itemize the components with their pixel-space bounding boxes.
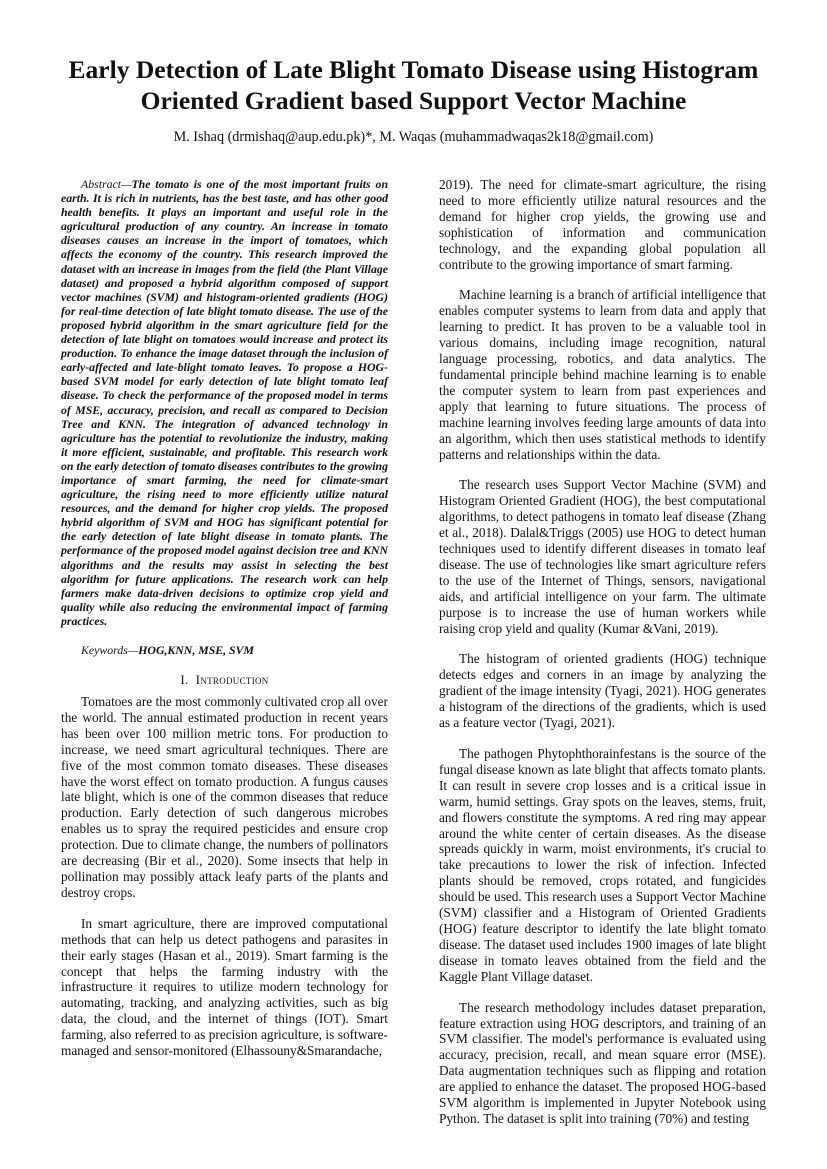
abstract	[61, 177, 388, 628]
abstract-text: The tomato is one of the most important fruits on earth. It is rich in nutrients, has the best taste, and has other good health benefits. It plays an important and useful role in the agricultural production of any country. An increase in tomato diseases causes an increase in the import of tomatoes, which affects the economy of the country. This research improved the dataset with an increase in images from the field (the Plant Village dataset) and proposed a hybrid algorithm composed of support vector machines (SVM) and histogram-oriented gradients (HOG) for real-time detection of late blight tomato disease. The use of the proposed hybrid algorithm in the smart agriculture field for the detection of late blight on tomatoes would increase and protect its production. To enhance the image dataset through the inclusion of early-affected and late-blight tomato leaves. To propose a HOG-based SVM model for early detection of late blight tomato leaf disease. To check the performance of the proposed model in terms of MSE, accuracy, precision, and recall as compared to Decision Tree and KNN. The integration of advanced technology in agriculture has the potential to revolutionize the industry, making it more efficient, sustainable, and profitable. This research work on the early detection of tomato diseases contributes to the growing importance of smart farming, the need for climate-smart agriculture, the rising need to more efficiently utilize natural resources, and the demand for higher crop yields. The proposed hybrid algorithm of SVM and HOG has significant potential for the early detection of late blight disease in tomato plants. The performance of the proposed model against decision tree and KNN algorithms and the results may assist in selecting the best algorithm for future applications. The research work can help farmers make data-driven decisions to optimize crop yield and quality while also reducing the environmental impact of farming practices.	[61, 177, 388, 628]
body-paragraph: The research uses Support Vector Machine (SVM) and Histogram Oriented Gradient (HOG), the best computational algorithms, to detect pathogens in tomato leaf disease (Zhang et al., 2018). Dalal&Triggs (2005) use HOG to detect human techniques used to identify different diseases in tomato leaf disease. The use of technologies like smart agriculture refers to the use of the Internet of Things, sensors, navigational aids, and artificial intelligence on your farm. The ultimate purpose is to increase the use of human workers while raising crop yield and quality (Kumar &Vani, 2019).	[439, 477, 766, 636]
body-paragraph: Tomatoes are the most commonly cultivated crop all over the world. The annual estimated production in recent years has been over 100 million metric tons. For production to increase, we need smart agricultural techniques. There are five of the most common tomato diseases. These diseases have the worst effect on tomato production. A fungus causes late blight, which is one of the common diseases that reduce production. Early detection of such dangerous microbes enables us to spray the required pesticides and ensure crop protection. Due to climate change, the numbers of pollinators are decreasing (Bir et al., 2020). Some insects that help in pollination may possibly attack leafy parts of the plants and destroy crops.	[61, 694, 388, 900]
body-paragraph-continuation: 2019). The need for climate-smart agriculture, the rising need to more efficiently utilize natural resources and the demand for higher crop yields, the growing use and sophistication of information and communication technology, and the expanding global population all contribute to the growing importance of smart farming.	[439, 177, 766, 272]
section-heading	[61, 672, 388, 688]
abstract-label: Abstract—	[81, 177, 132, 191]
body-paragraph: The histogram of oriented gradients (HOG) technique detects edges and corners in an image by analyzing the gradient of the image intensity (Tyagi, 2021). HOG generates a histogram of the directions of the gradients, which is used as a feature vector (Tyagi, 2021).	[439, 651, 766, 731]
section-title: Introduction	[195, 672, 269, 687]
body-paragraph: In smart agriculture, there are improved computational methods that can help us detect pathogens and parasites in their early stages (Hasan et al., 2019). Smart farming is the concept that helps the farming industry with the infrastructure it requires to utilize modern technology for automating, tracking, and analyzing activities, such as big data, the cloud, and the internet of things (IOT). Smart farming, also referred to as precision agriculture, is software-managed and sensor-monitored (Elhassouny&Smarandache,	[61, 915, 388, 1059]
body-paragraph: The pathogen Phytophthorainfestans is the source of the fungal disease known as late blight that affects tomato plants. It can result in severe crop losses and is a critical issue in warm, humid settings. Gray spots on the leaves, stems, fruit, and flowers constitute the symptoms. A red ring may appear around the white center of certain diseases. As the disease spreads quickly in warm, moist environments, it's crucial to take precautions to lower the risk of infection. Infected plants should be removed, crops rotated, and fungicides should be used. This research uses a Support Vector Machine (SVM) classifier and a Histogram of Oriented Gradients (HOG) feature descriptor to identify the late blight tomato disease. The dataset used includes 1900 images of late blight disease in tomato leaves obtained from the field and the Kaggle Plant Village dataset.	[439, 746, 766, 984]
keywords	[61, 643, 388, 657]
left-column	[61, 177, 388, 1074]
body-paragraph: Machine learning is a branch of artificial intelligence that enables computer systems to learn from data and apply that learning to predict. It has proven to be a valuable tool in various domains, including image recognition, natural language processing, robotics, and data analytics. The fundamental principle behind machine learning is to enable the computer system to learn from past experiences and apply that learning to future situations. The process of machine learning involves feeding large amounts of data into an algorithm, which then uses statistical methods to identify patterns and relationships within the data.	[439, 287, 766, 462]
body-paragraph: The research methodology includes dataset preparation, feature extraction using HOG descriptors, and training of an SVM classifier. The model's performance is evaluated using accuracy, precision, recall, and mean square error (MSE). Data augmentation techniques such as flipping and rotation are applied to enhance the dataset. The proposed HOG-based SVM algorithm is implemented in Jupyter Notebook using Python. The dataset is split into training (70%) and testing	[439, 999, 766, 1126]
paper-title	[40, 54, 787, 116]
title-line-2: Oriented Gradient based Support Vector Machine	[140, 86, 687, 115]
right-column	[439, 177, 766, 1142]
title-line-1: Early Detection of Late Blight Tomato Disease using Histogram	[68, 55, 759, 84]
keywords-text: HOG,KNN, MSE, SVM	[138, 643, 254, 657]
section-number: I.	[180, 672, 189, 687]
keywords-label: Keywords—	[81, 643, 139, 657]
author-line: M. Ishaq (drmishaq@aup.edu.pk)*, M. Waqas (muhammadwaqas2k18@gmail.com)	[173, 129, 654, 145]
